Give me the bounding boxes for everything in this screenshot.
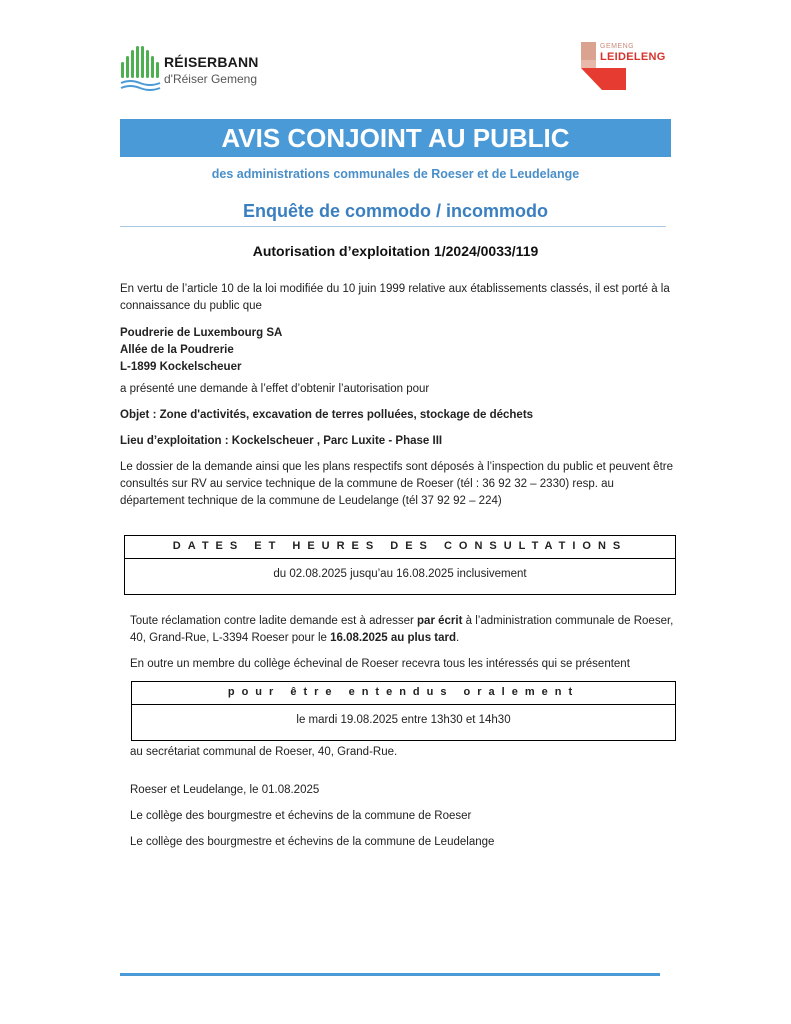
college-intro: En outre un membre du collège échevinal de Roeser recevra tous les intéressés qui se présentent [130, 658, 630, 670]
reclamation-bold-1: par écrit [417, 615, 463, 627]
oral-header: pour être entendus oralement [227, 686, 580, 698]
reclamation-text-2: à l’administration communale de Roeser, 40, Grand-Rue, L-3394 Roeser pour le [130, 615, 674, 644]
applicant-name: Poudrerie de Luxembourg SA [120, 327, 283, 339]
demande-text: a présenté une demande à l’effet d’obtenir l’autorisation pour [120, 383, 430, 395]
reclamation-paragraph [130, 613, 682, 647]
heading-divider [120, 226, 666, 227]
consultations-dates: du 02.08.2025 jusqu’au 16.08.2025 inclusivement [273, 568, 527, 580]
applicant-city: L-1899 Kockelscheuer [120, 361, 242, 373]
reiserbann-trees-icon [120, 44, 162, 92]
date-place: Roeser et Leudelange, le 01.08.2025 [130, 784, 320, 796]
autorisation-heading: Autorisation d’exploitation 1/2024/0033/119 [252, 243, 539, 259]
leideleng-logo-name: LEIDELENG [600, 51, 666, 63]
leideleng-logo [578, 42, 698, 92]
secretariat-text: au secrétariat communal de Roeser, 40, Grand-Rue. [130, 746, 398, 758]
reclamation-bold-2: 16.08.2025 au plus tard [330, 632, 457, 644]
dossier-paragraph: Le dossier de la demande ainsi que les plans respectifs sont déposés à l’inspection du public et peuvent être consultés sur RV au service technique de la commune de Roeser (tél : 36 92 32 – 2330) resp. au département technique de la commune de Leudelange (tél 37 92 92 – 224) [120, 461, 673, 507]
applicant-street: Allée de la Poudrerie [120, 344, 234, 356]
consultations-table [124, 535, 676, 595]
objet-text: Objet : Zone d'activités, excavation de terres polluées, stockage de déchets [120, 409, 534, 421]
title-banner: AVIS CONJOINT AU PUBLIC [120, 119, 671, 157]
signature-roeser: Le collège des bourgmestre et échevins de la commune de Roeser [130, 810, 472, 822]
intro-paragraph: En vertu de l’article 10 de la loi modifiée du 10 juin 1999 relative aux établissements classés, il est porté à la connaissance du public que [120, 283, 670, 312]
subtitle: des administrations communales de Roeser et de Leudelange [211, 167, 580, 181]
reclamation-text-1: Toute réclamation contre ladite demande est à adresser [130, 615, 418, 627]
reiserbann-logo-name: RÉISERBANN [164, 54, 259, 70]
applicant-address [120, 325, 676, 376]
consultations-header: DATES ET HEURES DES CONSULTATIONS [172, 540, 628, 552]
oral-date: le mardi 19.08.2025 entre 13h30 et 14h30 [296, 714, 511, 726]
enquete-heading: Enquête de commodo / incommodo [242, 201, 548, 221]
footer-rule [120, 973, 660, 976]
reiserbann-logo [120, 44, 270, 96]
reclamation-text-3: . [456, 632, 460, 644]
leideleng-logo-small: GEMENG [600, 43, 635, 50]
reiserbann-logo-subtitle: d'Réiser Gemeng [164, 72, 257, 86]
oral-table [131, 681, 676, 741]
signature-leudelange: Le collège des bourgmestre et échevins de la commune de Leudelange [130, 836, 495, 848]
lieu-text: Lieu d’exploitation : Kockelscheuer , Parc Luxite - Phase III [120, 435, 443, 447]
